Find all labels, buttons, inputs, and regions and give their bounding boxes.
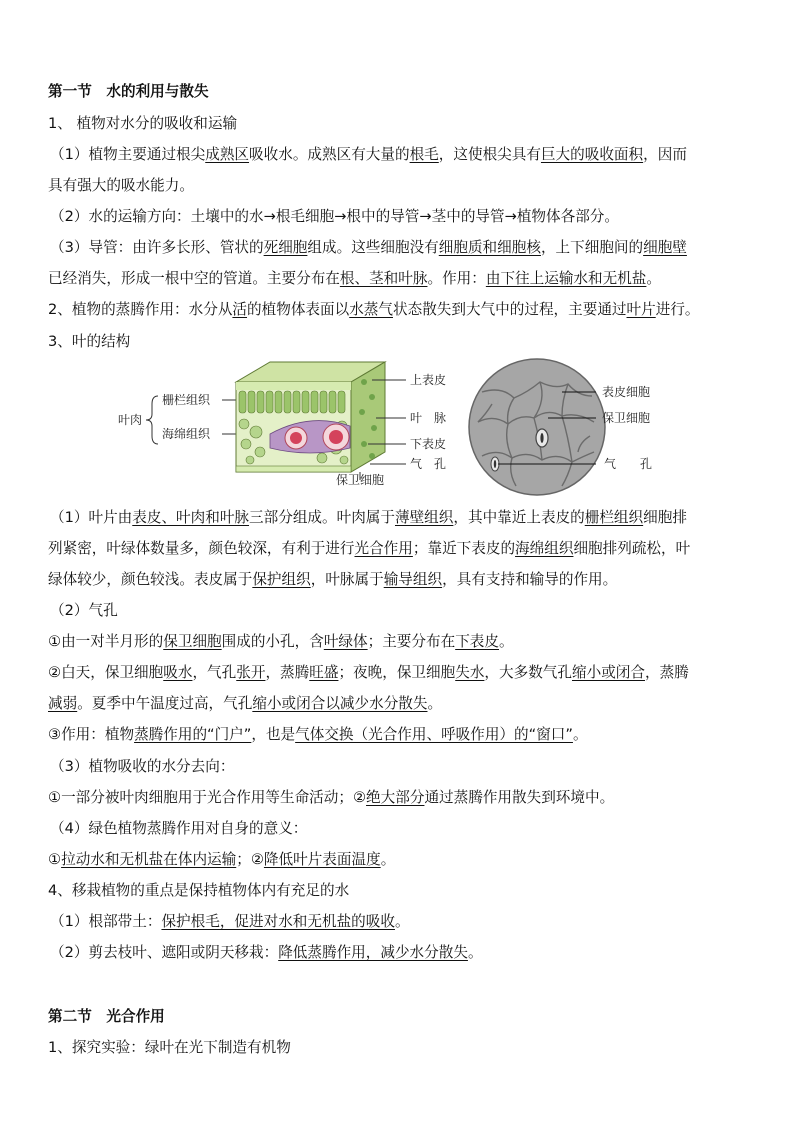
item3-p2: （2）气孔	[50, 602, 118, 619]
item3-p3: （3）植物吸收的水分去向：	[50, 758, 235, 775]
text-run: ，具有支持和输导的作用。	[442, 571, 618, 588]
item1-heading: 1、 植物对水分的吸收和运输	[48, 115, 238, 132]
underlined-term: 表皮、叶肉和叶脉	[132, 509, 250, 526]
underlined-term: 降低叶片表面温度	[263, 851, 381, 868]
label-vein: 叶 脉	[410, 411, 447, 425]
underlined-term: 水蒸气	[349, 301, 393, 318]
underlined-term: 由下往上运输水和无机盐	[485, 270, 647, 287]
underlined-term: 死细胞	[263, 239, 308, 256]
text-run: 。	[467, 944, 483, 961]
stoma-point2	[48, 663, 760, 683]
text-run: ，其中靠近上表皮的	[453, 509, 585, 526]
text-run: ，也是	[251, 726, 296, 743]
underlined-term: 拉动水和无机盐在体内运输	[61, 851, 237, 868]
text-run: 状态散失到大气中的过程，主要通过	[393, 301, 627, 318]
text-run: ，蒸腾	[644, 664, 689, 681]
section2-item1: 1、探究实验：绿叶在光下制造有机物	[48, 1039, 291, 1056]
underlined-term: 薄壁组织	[394, 509, 454, 526]
underlined-term: 叶绿体	[323, 633, 368, 650]
item1-p2: （2）水的运输方向：土壤中的水→根毛细胞→根中的导管→茎中的导管→植物体各部分。	[50, 208, 619, 225]
underlined-term: 光合作用	[354, 540, 413, 557]
label-lower-epidermis: 下表皮	[410, 437, 447, 451]
underlined-term: 保护组织	[252, 571, 311, 588]
item3-p4: （4）绿色植物蒸腾作用对自身的意义：	[50, 820, 308, 837]
underlined-term: 输导组织	[383, 571, 443, 588]
text-run: 围成的小孔，含	[221, 633, 324, 650]
item1-p1	[50, 145, 762, 165]
underlined-term: 绝大部分	[366, 789, 425, 806]
leaf-cross-section	[236, 362, 385, 472]
text-run: ，气孔	[192, 664, 237, 681]
text-run: 三部分组成。叶肉属于	[249, 509, 395, 526]
text-run: 。	[427, 695, 443, 712]
text-run: ，因而	[643, 146, 687, 163]
item4-p1	[50, 912, 762, 932]
item3-p1-cont1	[48, 539, 760, 559]
underlined-term: 缩小或闭合	[572, 664, 645, 681]
label-palisade: 栅栏组织	[162, 393, 211, 407]
underlined-term: 气体交换（光合作用、呼吸作用）的“窗口”	[295, 726, 573, 743]
text-run: （1）植物主要通过根尖	[50, 146, 206, 163]
text-run: ；靠近下表皮的	[412, 540, 516, 557]
item4-p2	[50, 943, 762, 963]
underlined-term: 保护根毛，促进对水和无机盐的吸收	[161, 913, 395, 930]
text-run: 吸收水。成熟区有大量的	[249, 146, 410, 163]
underlined-term: 蒸腾作用的“门户”	[134, 726, 252, 743]
stoma-point1	[48, 632, 760, 652]
text-run: 细胞排列疏松，叶	[573, 540, 691, 557]
text-run: 。作用：	[427, 270, 486, 287]
label-stoma: 气 孔	[410, 457, 447, 471]
text-run: 列紧密，叶绿体数量多，颜色较深，有利于进行	[48, 540, 355, 557]
underlined-term: 降低蒸腾作用，减少水分散失	[278, 944, 468, 961]
underlined-term: 下表皮	[455, 633, 499, 650]
text-run: （1）根部带土：	[50, 913, 162, 930]
underlined-term: 巨大的吸收面积	[540, 146, 644, 163]
mesophyll-brace	[146, 396, 158, 444]
label-guard-cell-right: 保卫细胞	[602, 411, 651, 425]
underlined-term: 栅栏组织	[584, 509, 644, 526]
item2-paragraph	[48, 300, 760, 320]
label-spongy: 海绵组织	[162, 427, 211, 441]
text-run: 。	[572, 726, 588, 743]
underlined-term: 成熟区	[205, 146, 250, 163]
text-run: 已经消失，形成一根中空的管道。主要分布在	[48, 270, 340, 287]
underlined-term: 细胞壁	[643, 239, 687, 256]
underlined-term: 缩小或闭合以减少水分散失	[252, 695, 428, 712]
item1-p3-cont	[48, 269, 760, 289]
label-guard-cell: 保卫细胞	[336, 473, 385, 487]
text-run: 2、植物的蒸腾作用：水分从	[48, 301, 233, 318]
item3-p1	[50, 508, 762, 528]
text-run: 通过蒸腾作用散失到环境中。	[424, 789, 615, 806]
item3-p1-cont2	[48, 570, 760, 590]
text-run: 。	[380, 851, 396, 868]
text-run: ；主要分布在	[367, 633, 456, 650]
section1-title: 第一节 水的利用与散失	[48, 83, 209, 100]
text-run: ，上下细胞间的	[540, 239, 644, 256]
text-run: ，这使根尖具有	[438, 146, 541, 163]
item4-heading: 4、移栽植物的重点是保持植物体内有充足的水	[48, 882, 350, 899]
text-run: 。	[646, 270, 662, 287]
underlined-term: 活	[232, 301, 248, 318]
underlined-term: 吸水	[163, 664, 193, 681]
text-run: （3）导管：由许多长形、管状的	[50, 239, 264, 256]
underlined-term: 海绵组织	[515, 540, 574, 557]
underlined-term: 保卫细胞	[163, 633, 222, 650]
section2-title: 第二节 光合作用	[48, 1008, 165, 1025]
stoma-point3	[48, 725, 760, 745]
leaf-structure-figure	[110, 352, 670, 502]
text-run: 进行。	[655, 301, 700, 318]
text-run: ③作用：植物	[48, 726, 135, 743]
underlined-term: 细胞质和细胞核	[438, 239, 541, 256]
text-run: ①	[48, 851, 62, 868]
underlined-term: 张开	[236, 664, 266, 681]
label-stoma-right: 气 孔	[604, 457, 653, 471]
text-run: 的植物体表面以	[247, 301, 350, 318]
text-run: 细胞排	[643, 509, 687, 526]
underlined-term: 根毛	[409, 146, 439, 163]
underlined-term: 减弱	[48, 695, 78, 712]
text-run: 绿体较少，颜色较浅。表皮属于	[48, 571, 253, 588]
text-run: ②白天，保卫细胞	[48, 664, 164, 681]
text-run: ；②	[236, 851, 264, 868]
label-epidermal-cell: 表皮细胞	[602, 385, 651, 399]
label-upper-epidermis: 上表皮	[410, 373, 447, 387]
text-run: ①一部分被叶肉细胞用于光合作用等生命活动；②	[48, 789, 367, 806]
text-run: 。夏季中午温度过高，气孔	[77, 695, 253, 712]
text-run: ，叶脉属于	[310, 571, 384, 588]
stoma-point2-cont	[48, 694, 760, 714]
text-run: ，大多数气孔	[484, 664, 572, 681]
text-run: 。	[394, 913, 410, 930]
label-mesophyll: 叶肉	[118, 413, 143, 427]
underlined-term: 旺盛	[309, 664, 339, 681]
item3-heading: 3、叶的结构	[48, 333, 131, 350]
item3-p3-detail	[48, 788, 760, 808]
text-run: 。	[498, 633, 514, 650]
underlined-term: 根、茎和叶脉	[339, 270, 428, 287]
item3-p4-detail	[48, 850, 760, 870]
underlined-term: 失水	[455, 664, 485, 681]
text-run: ，蒸腾	[265, 664, 310, 681]
item1-p1-cont: 具有强大的吸水能力。	[48, 177, 194, 194]
text-run: 组成。这些细胞没有	[307, 239, 439, 256]
text-run: ①由一对半月形的	[48, 633, 164, 650]
text-run: （1）叶片由	[50, 509, 133, 526]
item1-p3	[50, 238, 762, 258]
text-run: （2）剪去枝叶、遮阳或阴天移栽：	[50, 944, 279, 961]
epidermis-microscope-view	[469, 359, 605, 495]
underlined-term: 叶片	[626, 301, 656, 318]
text-run: ；夜晚，保卫细胞	[338, 664, 456, 681]
